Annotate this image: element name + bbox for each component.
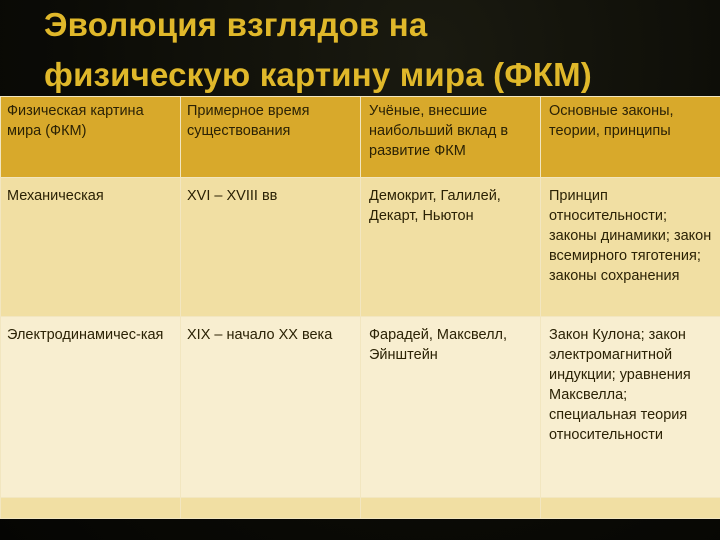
cell-laws: Принцип относительности; законы динамики; закон всемирного тяготения; законы сохранения xyxy=(541,178,720,317)
fkm-table xyxy=(0,96,720,519)
table-header-row xyxy=(1,97,720,178)
empty-cell xyxy=(181,498,361,519)
cell-period: XVI – XVIII вв xyxy=(181,178,361,317)
cell-scientists: Демокрит, Галилей, Декарт, Ньютон xyxy=(361,178,541,317)
table-row-empty xyxy=(1,498,720,519)
cell-laws: Закон Кулона; закон электромагнитной индукции; уравнения Максвелла; специальная теория относительности xyxy=(541,317,720,498)
table-row xyxy=(1,178,720,317)
slide-title-line-2: физическую картину мира (ФКМ) xyxy=(44,56,592,93)
cell-scientists: Фарадей, Максвелл, Эйнштейн xyxy=(361,317,541,498)
empty-cell xyxy=(541,498,720,519)
column-header-fkm: Физическая картина мира (ФКМ) xyxy=(1,97,181,178)
column-header-period: Примерное время существования xyxy=(181,97,361,178)
table-row xyxy=(1,317,720,498)
cell-fkm-name: Электродинамичес-кая xyxy=(1,317,181,498)
empty-cell xyxy=(1,498,181,519)
column-header-scientists: Учёные, внесшие наибольший вклад в развитие ФКМ xyxy=(361,97,541,178)
empty-cell xyxy=(361,498,541,519)
cell-fkm-name: Механическая xyxy=(1,178,181,317)
slide-title xyxy=(44,0,714,100)
column-header-laws: Основные законы, теории, принципы xyxy=(541,97,720,178)
slide-title-line-1: Эволюция взглядов на xyxy=(44,6,428,43)
cell-period: XIX – начало XX века xyxy=(181,317,361,498)
